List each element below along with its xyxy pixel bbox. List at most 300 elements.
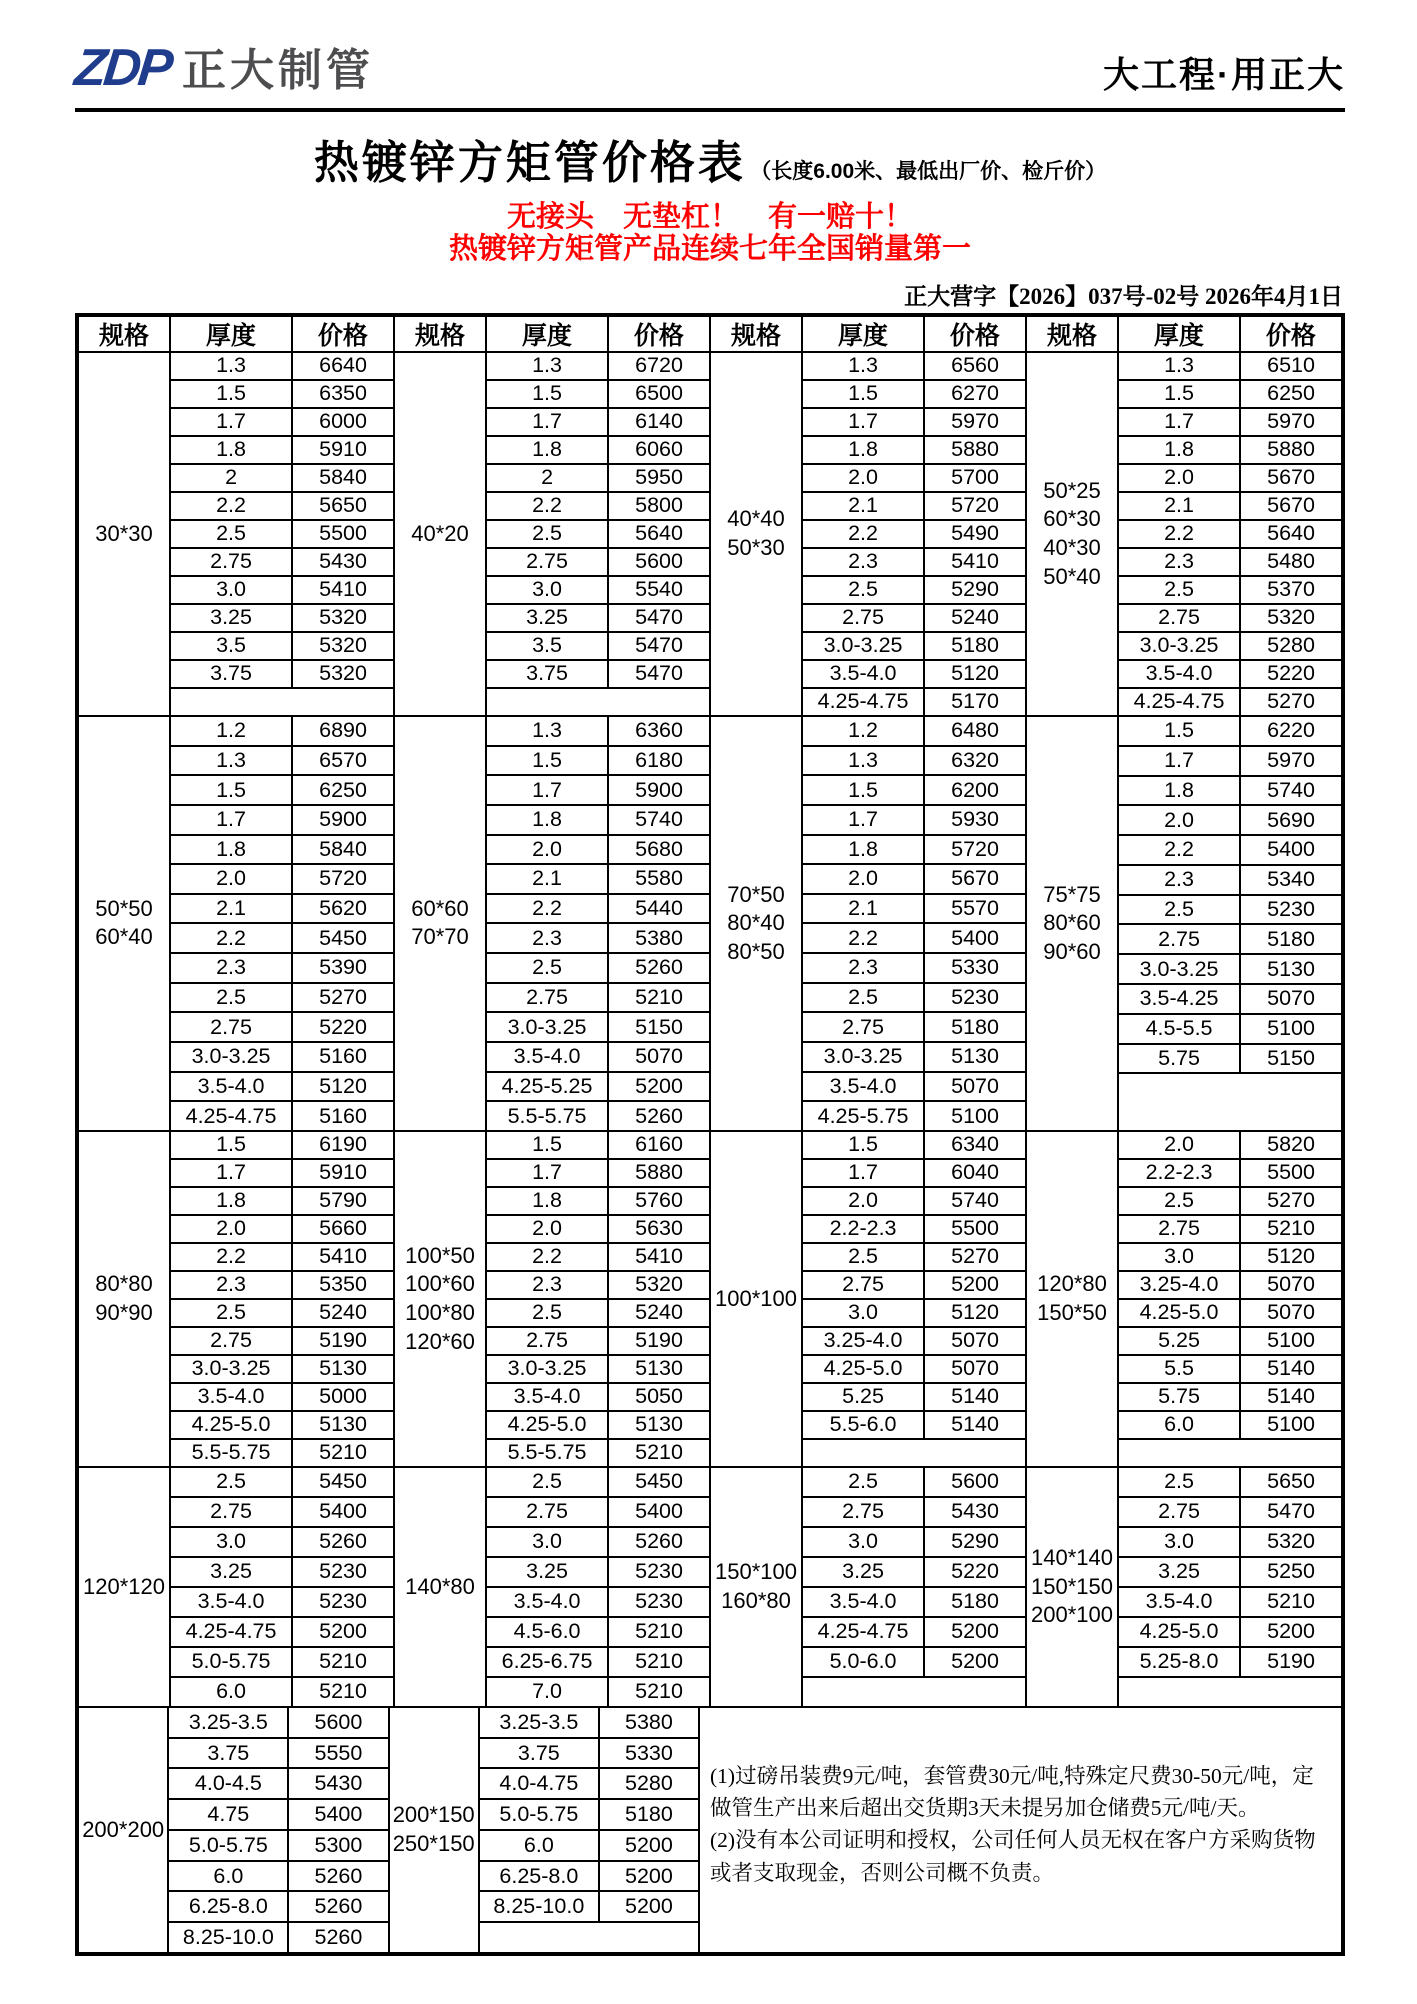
price-cell: 5260 xyxy=(635,1103,683,1128)
company-logo xyxy=(71,34,374,98)
thickness-cell: 1.7 xyxy=(1119,409,1241,435)
promo-line-1: 无接头 无垫杠！ 有一赔十！ xyxy=(506,201,913,233)
price-cell: 5330 xyxy=(625,1740,673,1765)
spec-line: 120*60 xyxy=(405,1328,475,1354)
price-cell: 5910 xyxy=(319,437,367,462)
thickness-cell: 1.5 xyxy=(487,747,609,775)
table-row xyxy=(1119,1410,1341,1438)
price-cell: 5170 xyxy=(951,689,999,714)
table-row xyxy=(487,1496,709,1526)
price-cell: 5880 xyxy=(951,437,999,462)
table-row xyxy=(487,1616,709,1646)
thickness-cell: 2.3 xyxy=(487,1272,609,1298)
price-cell: 5670 xyxy=(1267,465,1315,490)
table-row xyxy=(171,1326,393,1354)
thickness-cell: 3.5-4.0 xyxy=(803,1588,925,1616)
price-cell: 5150 xyxy=(1267,1045,1315,1070)
empty-cell xyxy=(480,1923,698,1952)
thickness-cell: 3.25-3.5 xyxy=(169,1708,289,1737)
thickness-cell: 3.25-4.0 xyxy=(1119,1272,1241,1298)
price-cell: 5670 xyxy=(951,866,999,891)
price-cell: 5250 xyxy=(1267,1559,1315,1584)
spec-line: 160*80 xyxy=(721,1587,791,1613)
thickness-cell: 1.2 xyxy=(803,717,925,745)
table-row xyxy=(803,863,1025,893)
price-cell: 5720 xyxy=(951,493,999,518)
table-row xyxy=(1119,1186,1341,1214)
price-cell: 5430 xyxy=(319,549,367,574)
price-cell: 5100 xyxy=(951,1103,999,1128)
table-row xyxy=(803,1586,1025,1616)
table-row xyxy=(169,1708,387,1737)
spec-cell xyxy=(711,1468,803,1706)
table-row xyxy=(1119,1646,1341,1676)
rows-column xyxy=(803,717,1025,1130)
price-cell: 5210 xyxy=(319,1440,367,1465)
table-row xyxy=(1119,1214,1341,1242)
thickness-cell: 5.5-5.75 xyxy=(487,1440,609,1466)
thickness-cell: 2.5 xyxy=(171,1300,293,1326)
price-cell: 5220 xyxy=(319,1014,367,1039)
table-row xyxy=(1119,1013,1341,1043)
thickness-cell: 2.5 xyxy=(171,984,293,1012)
price-cell: 5070 xyxy=(951,1073,999,1098)
price-cell: 5070 xyxy=(951,1356,999,1381)
spec-line: 80*80 xyxy=(95,1271,153,1297)
price-cell: 5100 xyxy=(1267,1328,1315,1353)
price-cell: 5450 xyxy=(319,925,367,950)
rows-column xyxy=(171,353,393,715)
price-cell: 5340 xyxy=(1267,867,1315,892)
price-cell: 5270 xyxy=(1267,689,1315,714)
table-row xyxy=(1119,1586,1341,1616)
thickness-cell: 4.25-5.0 xyxy=(1119,1618,1241,1646)
price-cell: 5230 xyxy=(319,1589,367,1614)
table-row xyxy=(487,631,709,659)
table-row xyxy=(480,1829,698,1860)
price-cell: 5570 xyxy=(951,896,999,921)
thickness-cell: 2.75 xyxy=(487,984,609,1012)
spec-group xyxy=(1025,717,1341,1130)
table-row xyxy=(169,1737,387,1768)
thickness-cell: 2.1 xyxy=(803,493,925,519)
thickness-header-cell: 厚度 xyxy=(1119,317,1241,351)
price-cell: 5320 xyxy=(319,605,367,630)
spec-line: 70*50 xyxy=(727,881,785,907)
price-cell: 5210 xyxy=(1267,1589,1315,1614)
empty-row xyxy=(1119,1072,1341,1130)
table-row xyxy=(487,1242,709,1270)
price-cell: 6140 xyxy=(635,409,683,434)
price-cell: 5140 xyxy=(1267,1384,1315,1409)
spec-line: 40*20 xyxy=(411,520,469,546)
price-cell: 5210 xyxy=(319,1649,367,1674)
spec-line: 100*60 xyxy=(405,1271,475,1297)
price-cell: 5500 xyxy=(951,1216,999,1241)
price-cell: 5390 xyxy=(319,955,367,980)
table-row xyxy=(487,1468,709,1496)
spec-cell xyxy=(79,353,171,715)
empty-cell xyxy=(171,689,393,715)
company-slogan: 大工程·用正大 xyxy=(1103,54,1345,95)
thickness-cell: 1.3 xyxy=(803,353,925,379)
price-cell: 5180 xyxy=(951,633,999,658)
thickness-cell: 2.75 xyxy=(171,1013,293,1041)
thickness-cell: 6.25-8.0 xyxy=(480,1862,600,1891)
price-cell: 5140 xyxy=(951,1384,999,1409)
price-header-cell: 价格 xyxy=(317,322,368,350)
table-section-3 xyxy=(79,1130,1341,1466)
thickness-cell: 1.3 xyxy=(1119,353,1241,379)
thickness-header-cell: 厚度 xyxy=(803,317,925,351)
table-row xyxy=(803,1186,1025,1214)
thickness-cell: 1.5 xyxy=(803,776,925,804)
price-cell: 6040 xyxy=(951,1160,999,1185)
price-cell: 5190 xyxy=(635,1328,683,1353)
price-cell: 5320 xyxy=(1267,605,1315,630)
thickness-cell: 5.25-8.0 xyxy=(1119,1648,1241,1676)
table-row xyxy=(487,1676,709,1706)
spec-group xyxy=(393,1132,709,1466)
thickness-cell: 4.0-4.75 xyxy=(480,1769,600,1798)
thickness-cell: 1.3 xyxy=(803,747,925,775)
thickness-cell: 4.25-5.0 xyxy=(171,1412,293,1438)
thickness-cell: 6.0 xyxy=(171,1678,293,1706)
table-row xyxy=(803,1298,1025,1326)
table-row xyxy=(803,717,1025,745)
price-cell: 5160 xyxy=(319,1103,367,1128)
spec-header-cell: 规格 xyxy=(79,317,171,351)
price-cell: 5180 xyxy=(951,1014,999,1039)
price-cell: 5680 xyxy=(635,836,683,861)
thickness-cell: 7.0 xyxy=(487,1678,609,1706)
table-row xyxy=(1119,1616,1341,1646)
spec-cell xyxy=(79,717,171,1130)
price-cell: 5910 xyxy=(319,1160,367,1185)
header-group xyxy=(1025,317,1341,351)
empty-cell xyxy=(1119,1440,1341,1466)
table-row xyxy=(487,1556,709,1586)
table-row xyxy=(480,1860,698,1891)
thickness-cell: 2.75 xyxy=(1119,1216,1241,1242)
thickness-cell: 2.2 xyxy=(487,895,609,923)
price-cell: 6720 xyxy=(635,353,683,378)
price-cell: 5380 xyxy=(635,925,683,950)
price-cell: 5270 xyxy=(951,1244,999,1269)
spec-header-cell: 规格 xyxy=(395,317,487,351)
thickness-header-cell: 厚度 xyxy=(487,317,609,351)
thickness-cell: 2.75 xyxy=(171,1328,293,1354)
thickness-cell: 2.75 xyxy=(803,1498,925,1526)
spec-group xyxy=(79,1708,388,1952)
thickness-cell: 3.0-3.25 xyxy=(487,1356,609,1382)
table-row xyxy=(487,659,709,687)
spec-line: 90*60 xyxy=(1043,938,1101,964)
promo-line-2: 热镀锌方矩管产品连续七年全国销量第一 xyxy=(448,233,971,266)
thickness-cell: 6.25-6.75 xyxy=(487,1648,609,1676)
table-row xyxy=(487,922,709,952)
price-cell: 5050 xyxy=(635,1384,683,1409)
price-cell: 6250 xyxy=(319,777,367,802)
thickness-cell: 1.7 xyxy=(487,776,609,804)
thickness-cell: 3.25 xyxy=(487,605,609,631)
price-cell: 6360 xyxy=(635,718,683,743)
price-cell: 6570 xyxy=(319,747,367,772)
thickness-cell: 3.25-4.0 xyxy=(803,1328,925,1354)
thickness-cell: 2.5 xyxy=(1119,1188,1241,1214)
spec-cell xyxy=(79,1132,171,1466)
thickness-cell: 2.2-2.3 xyxy=(803,1216,925,1242)
table-row xyxy=(171,717,393,745)
table-row xyxy=(171,1382,393,1410)
price-cell: 6510 xyxy=(1267,353,1315,378)
rows-column xyxy=(171,1132,393,1466)
table-row xyxy=(1119,983,1341,1013)
table-row xyxy=(1119,353,1341,379)
thickness-cell: 4.25-4.75 xyxy=(171,1102,293,1130)
price-cell: 5200 xyxy=(635,1073,683,1098)
price-cell: 5260 xyxy=(314,1863,363,1888)
price-cell: 5740 xyxy=(951,1188,999,1213)
table-row xyxy=(171,863,393,893)
thickness-cell: 3.75 xyxy=(480,1739,600,1768)
table-row xyxy=(487,1041,709,1071)
price-cell: 5210 xyxy=(635,1619,683,1644)
rows-column xyxy=(171,717,393,1130)
spec-header-cell: 规格 xyxy=(711,317,803,351)
empty-row xyxy=(803,1438,1025,1466)
table-row xyxy=(171,952,393,982)
rows-column xyxy=(1119,353,1341,715)
rows-column xyxy=(480,1708,698,1952)
price-cell: 5970 xyxy=(1267,748,1315,773)
table-row xyxy=(169,1767,387,1798)
table-section-4 xyxy=(79,1466,1341,1706)
thickness-cell: 2.5 xyxy=(803,1468,925,1496)
price-cell: 5350 xyxy=(319,1272,367,1297)
price-cell: 5210 xyxy=(635,1679,683,1704)
price-cell: 5160 xyxy=(319,1044,367,1069)
price-cell: 5200 xyxy=(625,1894,673,1919)
table-row xyxy=(1119,1158,1341,1186)
table-row xyxy=(1119,1382,1341,1410)
price-cell: 5120 xyxy=(951,661,999,686)
price-cell: 5480 xyxy=(1267,549,1315,574)
price-cell: 5620 xyxy=(319,896,367,921)
thickness-cell: 1.8 xyxy=(803,836,925,864)
table-row xyxy=(803,804,1025,834)
spec-line: 140*140 xyxy=(1031,1545,1113,1571)
table-row xyxy=(803,952,1025,982)
thickness-cell: 2.75 xyxy=(803,605,925,631)
table-row xyxy=(803,659,1025,687)
table-row xyxy=(169,1798,387,1829)
price-cell: 5820 xyxy=(1267,1132,1315,1157)
thickness-cell: 4.25-5.0 xyxy=(487,1412,609,1438)
price-cell: 5270 xyxy=(319,985,367,1010)
thickness-cell: 2.75 xyxy=(1119,605,1241,631)
table-row xyxy=(480,1798,698,1829)
thickness-cell: 3.75 xyxy=(169,1739,289,1768)
thickness-cell: 3.5-4.0 xyxy=(171,1588,293,1616)
price-cell: 5070 xyxy=(951,1328,999,1353)
doc-number: 正大营字【2026】037号-02号 2026年4月1日 xyxy=(904,283,1343,309)
empty-cell xyxy=(1119,1678,1341,1706)
table-row xyxy=(803,519,1025,547)
thickness-cell: 1.5 xyxy=(487,381,609,407)
table-row xyxy=(171,631,393,659)
thickness-cell: 1.8 xyxy=(1119,777,1241,805)
thickness-cell: 5.75 xyxy=(1119,1045,1241,1073)
thickness-cell: 2.1 xyxy=(171,895,293,923)
spec-header-cell: 规格 xyxy=(1027,317,1119,351)
table-row xyxy=(171,1011,393,1041)
thickness-cell: 2.0 xyxy=(1119,806,1241,834)
table-row xyxy=(487,834,709,864)
price-cell: 6180 xyxy=(635,747,683,772)
spec-line: 60*30 xyxy=(1043,506,1101,532)
table-row xyxy=(803,1011,1025,1041)
table-row xyxy=(803,603,1025,631)
spec-group xyxy=(79,353,393,715)
spec-line: 200*200 xyxy=(82,1816,165,1842)
table-row xyxy=(487,1526,709,1556)
price-cell: 5720 xyxy=(319,866,367,891)
table-row xyxy=(803,631,1025,659)
price-cell: 6270 xyxy=(951,381,999,406)
thickness-cell: 2.75 xyxy=(487,1328,609,1354)
table-row xyxy=(171,1586,393,1616)
price-cell: 5700 xyxy=(951,465,999,490)
thickness-cell: 4.25-5.0 xyxy=(1119,1300,1241,1326)
spec-line: 250*150 xyxy=(392,1830,475,1856)
table-row xyxy=(803,353,1025,379)
thickness-cell: 2.5 xyxy=(1119,896,1241,924)
table-row xyxy=(803,774,1025,804)
thickness-cell: 2.3 xyxy=(803,549,925,575)
table-row xyxy=(803,491,1025,519)
price-cell: 6000 xyxy=(319,409,367,434)
thickness-cell: 1.3 xyxy=(487,353,609,379)
thickness-cell: 4.5-5.5 xyxy=(1119,1015,1241,1043)
thickness-cell: 2.75 xyxy=(1119,925,1241,953)
thickness-cell: 2.3 xyxy=(171,1272,293,1298)
table-row xyxy=(1119,1270,1341,1298)
page-title-subtitle: （长度6.00米、最低出厂价、检斤价） xyxy=(750,160,1107,183)
spec-cell xyxy=(711,717,803,1130)
thickness-cell: 5.5-6.0 xyxy=(803,1412,925,1438)
thickness-cell: 3.5-4.0 xyxy=(487,1384,609,1410)
rows-column xyxy=(1119,1468,1341,1706)
thickness-cell: 1.8 xyxy=(1119,437,1241,463)
price-cell: 5120 xyxy=(1267,1244,1315,1269)
table-row xyxy=(171,1298,393,1326)
spec-line: 40*30 xyxy=(1043,534,1101,560)
thickness-cell: 1.2 xyxy=(171,717,293,745)
spec-line: 60*60 xyxy=(411,895,469,921)
price-cell: 6500 xyxy=(635,381,683,406)
price-cell: 5200 xyxy=(625,1832,673,1857)
thickness-cell: 4.25-4.75 xyxy=(171,1618,293,1646)
price-cell: 5630 xyxy=(635,1216,683,1241)
table-row xyxy=(803,1041,1025,1071)
price-cell: 5230 xyxy=(319,1559,367,1584)
table-row xyxy=(171,1496,393,1526)
price-cell: 5260 xyxy=(635,1529,683,1554)
table-row xyxy=(803,575,1025,603)
rows-column xyxy=(487,717,709,1130)
price-cell: 5410 xyxy=(319,1244,367,1269)
table-row xyxy=(171,1616,393,1646)
table-row xyxy=(487,1186,709,1214)
price-cell: 5410 xyxy=(319,577,367,602)
price-cell: 5740 xyxy=(635,807,683,832)
spec-cell xyxy=(79,1468,171,1706)
thickness-cell: 3.0-3.25 xyxy=(803,633,925,659)
table-row xyxy=(1119,379,1341,407)
notes-box xyxy=(698,1708,1341,1952)
price-cell: 5150 xyxy=(635,1014,683,1039)
thickness-cell: 3.0-3.25 xyxy=(1119,955,1241,983)
table-row xyxy=(480,1708,698,1737)
thickness-cell: 8.25-10.0 xyxy=(480,1892,600,1921)
thickness-cell: 1.5 xyxy=(803,381,925,407)
empty-cell xyxy=(803,1440,1025,1466)
spec-group xyxy=(709,1132,1025,1466)
table-row xyxy=(1119,864,1341,894)
thickness-cell: 2.0 xyxy=(1119,465,1241,491)
table-row xyxy=(171,1186,393,1214)
table-row xyxy=(803,1242,1025,1270)
note-line-2: (2)没有本公司证明和授权，公司任何人员无权在客户方采购货物或者支取现金，否则公司概不负责。 xyxy=(710,1828,1316,1885)
table-row xyxy=(487,1132,709,1158)
table-row xyxy=(1119,1298,1341,1326)
thickness-cell: 4.0-4.5 xyxy=(169,1769,289,1798)
table-row xyxy=(803,745,1025,775)
table-row xyxy=(487,519,709,547)
empty-row xyxy=(1119,1676,1341,1706)
thickness-cell: 2.0 xyxy=(487,836,609,864)
thickness-cell: 3.5-4.0 xyxy=(487,1588,609,1616)
price-cell: 5600 xyxy=(951,1469,999,1494)
thickness-cell: 1.3 xyxy=(171,353,293,379)
thickness-cell: 2 xyxy=(171,465,293,491)
price-cell: 5400 xyxy=(1267,837,1315,862)
thickness-cell: 1.8 xyxy=(171,437,293,463)
table-row xyxy=(487,1586,709,1616)
table-row xyxy=(1119,953,1341,983)
price-cell: 5380 xyxy=(625,1709,673,1734)
table-row xyxy=(487,491,709,519)
price-cell: 5490 xyxy=(951,521,999,546)
price-cell: 5230 xyxy=(1267,897,1315,922)
price-cell: 5130 xyxy=(635,1356,683,1381)
rows-column xyxy=(171,1468,393,1706)
table-row xyxy=(1119,804,1341,834)
spec-group xyxy=(79,1132,393,1466)
price-cell: 5280 xyxy=(1267,633,1315,658)
thickness-cell: 2.0 xyxy=(171,865,293,893)
thickness-cell: 3.0-3.25 xyxy=(487,1013,609,1041)
thickness-cell: 1.7 xyxy=(487,409,609,435)
table-row xyxy=(487,952,709,982)
table-row xyxy=(1119,519,1341,547)
price-cell: 5320 xyxy=(635,1272,683,1297)
price-cell: 5950 xyxy=(635,465,683,490)
thickness-cell: 1.5 xyxy=(171,381,293,407)
thickness-cell: 2.3 xyxy=(1119,866,1241,894)
thickness-cell: 3.75 xyxy=(171,661,293,687)
